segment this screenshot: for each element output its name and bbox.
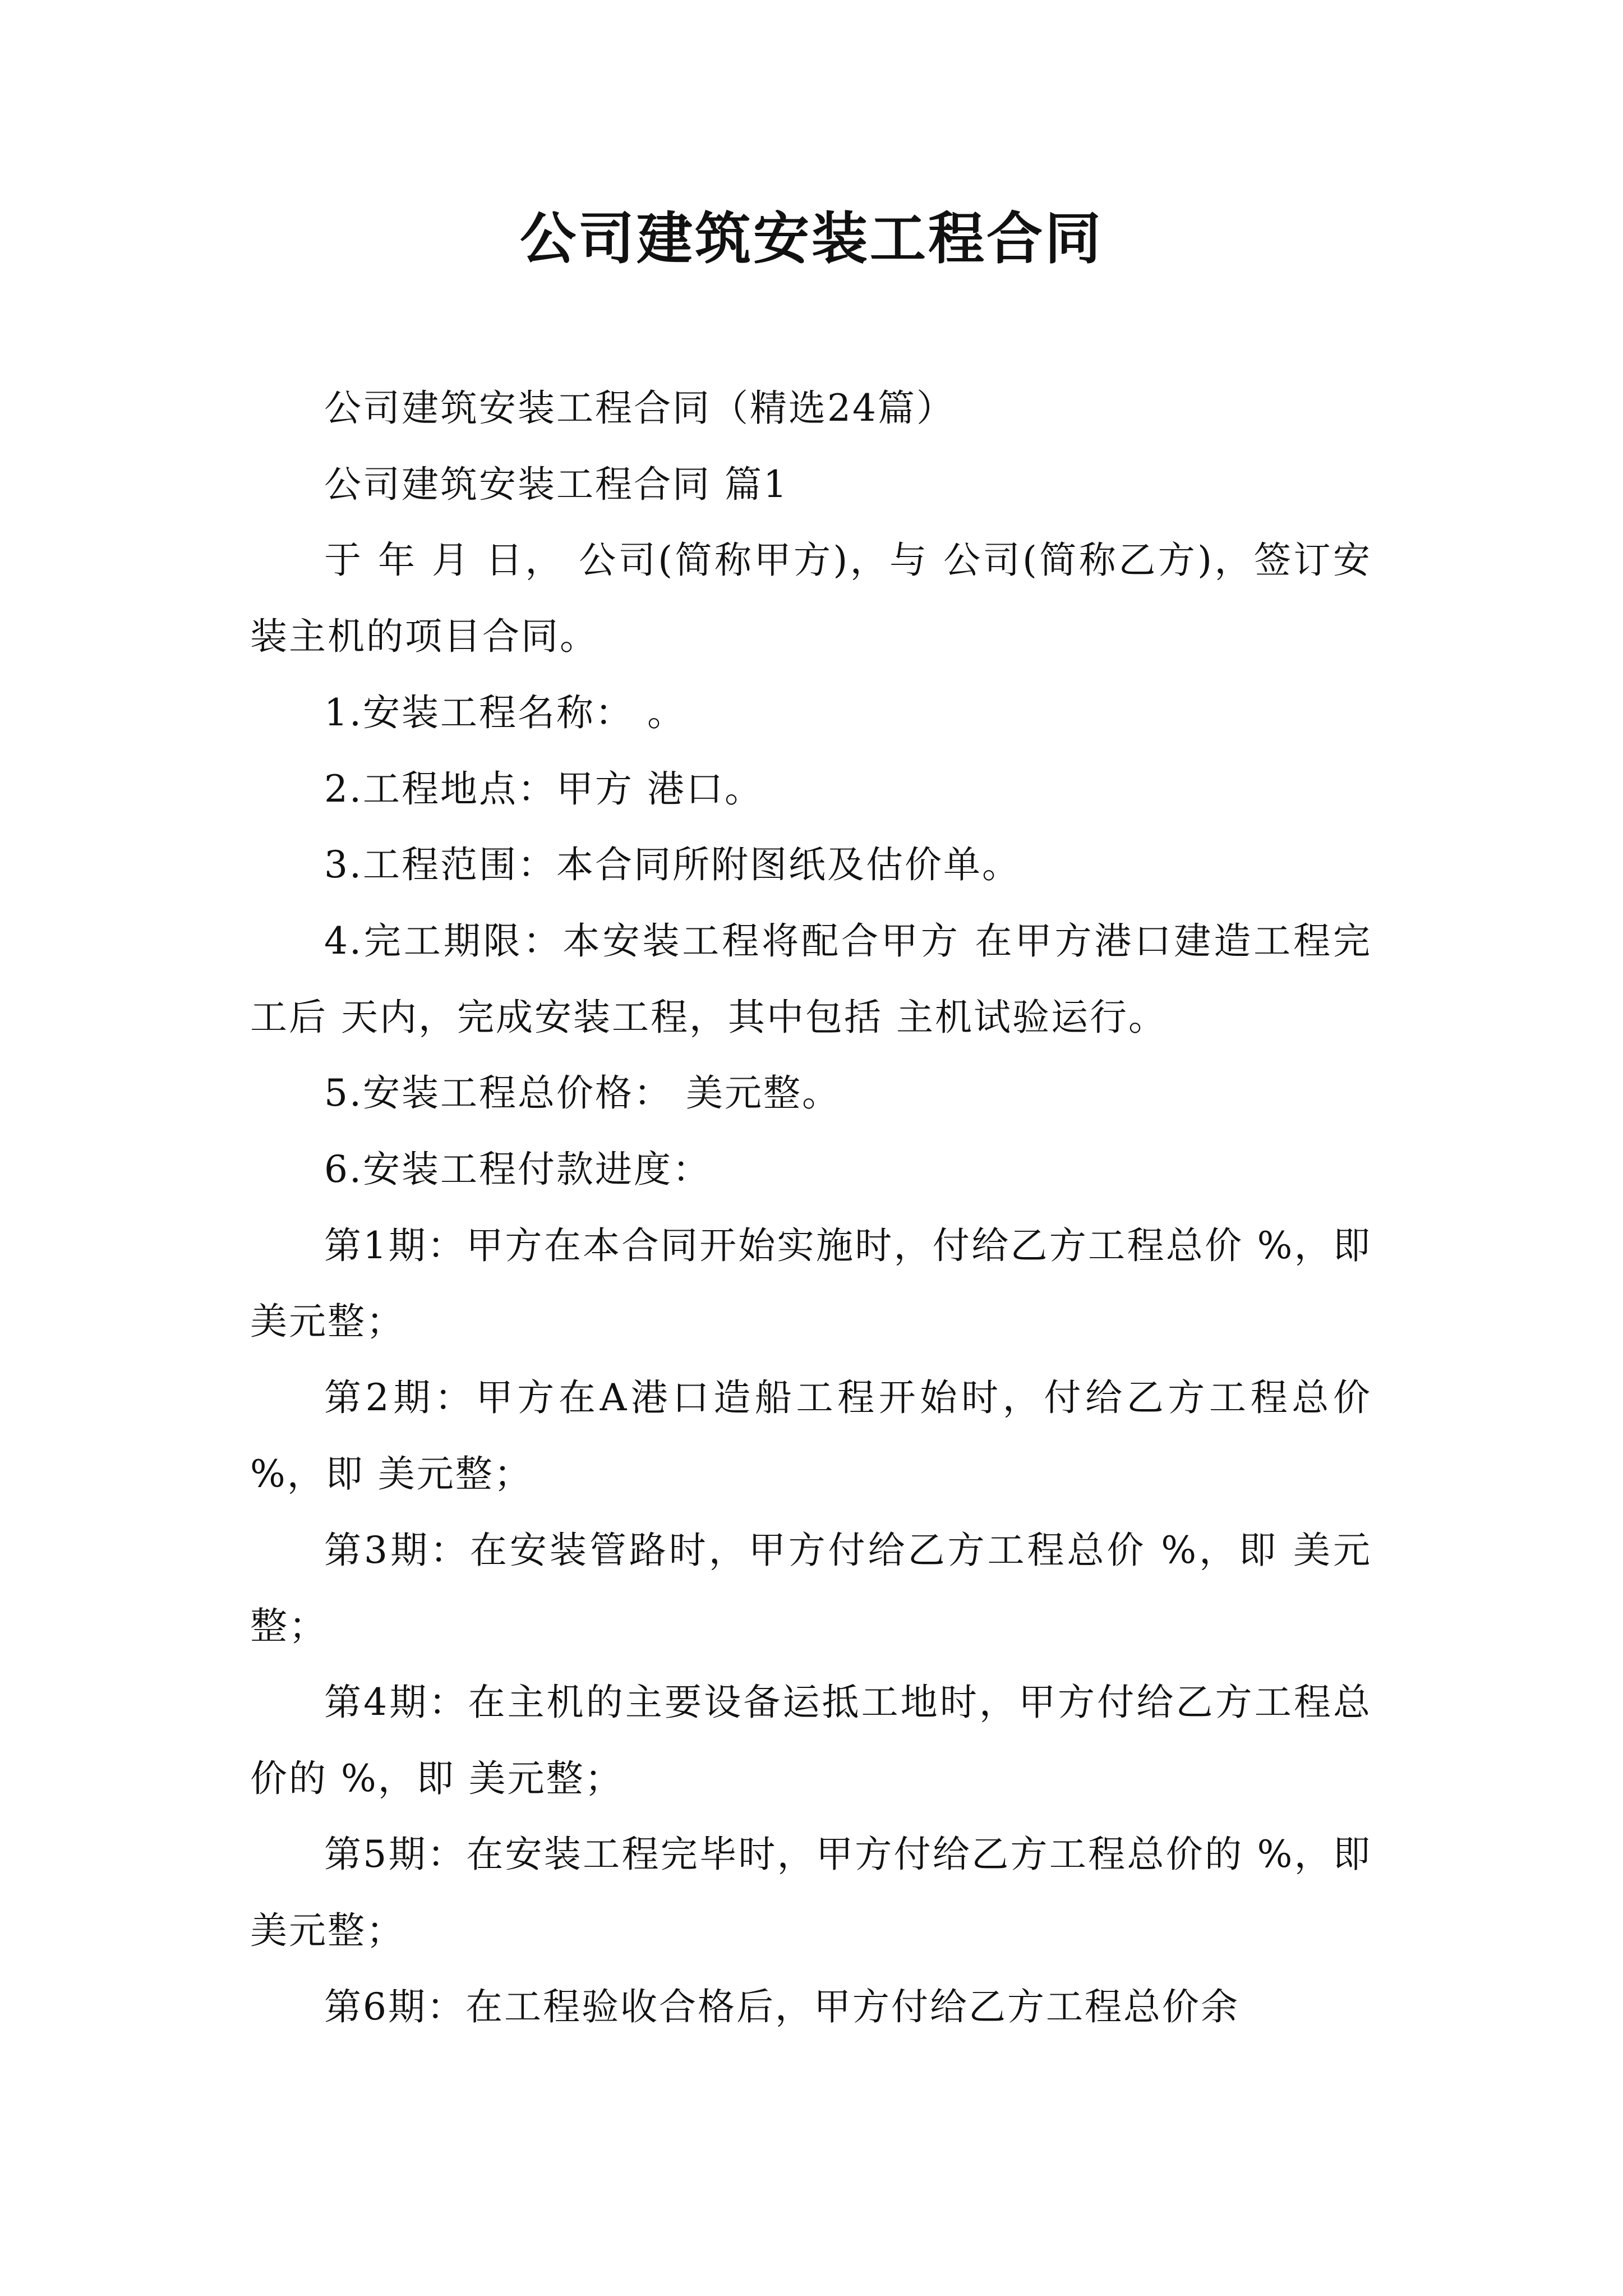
paragraph: 第4期：在主机的主要设备运抵工地时，甲方付给乙方工程总价的 %，即 美元整； [250, 1680, 1372, 1800]
paragraph: 5.安装工程总价格： 美元整。 [324, 1071, 841, 1115]
paragraph: 2.工程地点：甲方 港口。 [324, 767, 763, 811]
paragraph: 3.工程范围：本合同所附图纸及估价单。 [324, 843, 1021, 887]
paragraph: 公司建筑安装工程合同 篇1 [324, 462, 789, 506]
paragraph: 于 年 月 日， 公司(简称甲方)，与 公司(简称乙方)，签订安装主机的项目合同。 [250, 539, 1372, 659]
paragraph: 4.完工期限：本安装工程将配合甲方 在甲方港口建造工程完工后 天内，完成安装工程，其中包括 主机试验运行。 [250, 919, 1372, 1039]
paragraph: 第5期：在安装工程完毕时，甲方付给乙方工程总价的 %，即 美元整； [250, 1833, 1372, 1953]
paragraph: 第2期：甲方在A港口造船工程开始时，付给乙方工程总价 %，即 美元整； [250, 1376, 1372, 1496]
paragraph: 公司建筑安装工程合同（精选24篇） [324, 386, 955, 430]
paragraph: 6.安装工程付款进度： [324, 1148, 711, 1191]
paragraph: 1.安装工程名称： 。 [324, 691, 686, 734]
document-title: 公司建筑安装工程合同 [520, 205, 1103, 272]
paragraph: 第6期：在工程验收合格后，甲方付给乙方工程总价余 [324, 1985, 1239, 2028]
paragraph: 第3期：在安装管路时，甲方付给乙方工程总价 %，即 美元整； [250, 1528, 1372, 1648]
paragraph: 第1期：甲方在本合同开始实施时，付给乙方工程总价 %，即 美元整； [250, 1223, 1372, 1343]
document-body [250, 370, 1372, 2045]
